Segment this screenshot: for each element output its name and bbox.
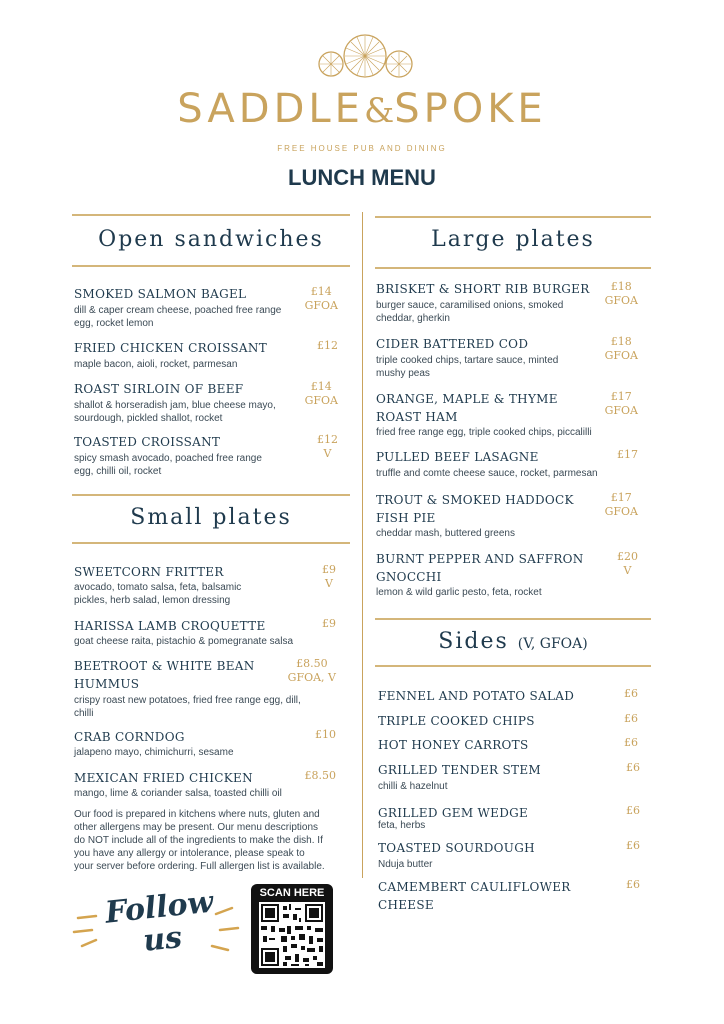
- menu-item: [74, 380, 338, 426]
- item-description: fried free range egg, triple cooked chips, piccalilli: [376, 427, 592, 438]
- qr-label: SCAN HERE: [259, 887, 325, 899]
- side-item: [378, 736, 638, 754]
- item-description: truffle and comte cheese sauce, rocket, parmesan: [376, 468, 598, 479]
- section-rule: [72, 214, 350, 216]
- column-divider: [362, 212, 363, 878]
- item-price: £6: [626, 761, 640, 774]
- menu-item: [74, 563, 336, 609]
- side-item: [378, 878, 640, 916]
- item-name: TOASTED SOURDOUGH: [378, 841, 535, 855]
- side-item: [378, 687, 638, 705]
- item-name: BRISKET & SHORT RIB BURGER: [376, 282, 590, 296]
- item-price: £14 GFOA: [304, 380, 338, 407]
- item-name: ROAST SIRLOIN OF BEEF: [74, 382, 244, 396]
- menu-item: [74, 769, 336, 801]
- item-name: GRILLED TENDER STEM: [378, 763, 541, 777]
- item-description: maple bacon, aioli, rocket, parmesan: [74, 359, 238, 370]
- menu-item: [74, 617, 336, 649]
- menu-title: LUNCH MENU: [288, 165, 436, 190]
- section-rule: [72, 542, 350, 544]
- menu-item: [74, 433, 338, 479]
- item-name: FRIED CHICKEN CROISSANT: [74, 341, 267, 355]
- item-price: £6: [624, 736, 638, 749]
- qr-code-icon[interactable]: [259, 902, 325, 968]
- item-description: chilli & hazelnut: [378, 781, 448, 792]
- item-name: BURNT PEPPER AND SAFFRON GNOCCHI: [376, 552, 584, 584]
- item-description: spicy smash avocado, poached free range egg, chilli oil, rocket: [74, 453, 262, 477]
- brand-ampersand: &: [363, 91, 395, 131]
- item-name: HOT HONEY CARROTS: [378, 738, 529, 752]
- item-name: MEXICAN FRIED CHICKEN: [74, 771, 253, 785]
- item-name: CRAB CORNDOG: [74, 730, 185, 744]
- menu-item: [74, 285, 338, 331]
- item-price: £18 GFOA: [604, 280, 638, 307]
- menu-item: [74, 657, 336, 721]
- menu-item: [74, 339, 338, 373]
- menu-item: [376, 550, 638, 600]
- item-name: TROUT & SMOKED HADDOCK FISH PIE: [376, 493, 574, 525]
- item-name: SWEETCORN FRITTER: [74, 565, 224, 579]
- item-price: £12 V: [317, 433, 338, 460]
- section-rule: [72, 494, 350, 496]
- section-rule: [375, 618, 651, 620]
- brand-name-left: SADDLE: [177, 86, 364, 132]
- item-name: PULLED BEEF LASAGNE: [376, 450, 539, 464]
- item-price: £6: [624, 712, 638, 725]
- menu-item: [376, 390, 638, 440]
- item-price: £14 GFOA: [304, 285, 338, 312]
- item-name: TRIPLE COOKED CHIPS: [378, 714, 535, 728]
- qr-code-card[interactable]: [251, 884, 333, 974]
- menu-item: [376, 448, 638, 482]
- side-item: [378, 839, 640, 873]
- item-name: TOASTED CROISSANT: [74, 435, 221, 449]
- item-description: dill & caper cream cheese, poached free range egg, rocket lemon: [74, 305, 282, 329]
- menu-item: [376, 491, 638, 541]
- item-description: burger sauce, caramilised onions, smoked cheddar, gherkin: [376, 300, 564, 324]
- item-description: crispy roast new potatoes, fried free range egg, dill, chilli: [74, 695, 301, 719]
- item-price: £20 V: [617, 550, 638, 577]
- brand-name: [0, 86, 724, 132]
- item-name: ORANGE, MAPLE & THYME ROAST HAM: [376, 392, 558, 424]
- section-rule: [375, 216, 651, 218]
- item-price: £6: [626, 839, 640, 852]
- item-name: SMOKED SALMON BAGEL: [74, 287, 247, 301]
- item-description: jalapeno mayo, chimichurri, sesame: [74, 747, 234, 758]
- item-description: feta, herbs: [378, 820, 426, 831]
- item-name: BEETROOT & WHITE BEAN HUMMUS: [74, 659, 255, 691]
- item-price: £18 GFOA: [604, 335, 638, 362]
- item-name: GRILLED GEM WEDGE: [378, 806, 529, 820]
- sides-heading: Sides (V, GFOA): [438, 629, 588, 654]
- item-description: cheddar mash, buttered greens: [376, 528, 515, 539]
- item-description: triple cooked chips, tartare sauce, minted mushy peas: [376, 355, 559, 379]
- large-plates-heading: Large plates: [431, 227, 595, 252]
- bicycle-wheels-logo-icon: [316, 32, 416, 82]
- item-price: £6: [626, 804, 640, 817]
- item-price: £9 V: [322, 563, 336, 590]
- open-sandwiches-heading: Open sandwiches: [98, 227, 324, 252]
- follow-us-graphic: [72, 884, 242, 968]
- item-price: £12: [317, 339, 338, 352]
- item-price: £6: [626, 878, 640, 891]
- side-item: [378, 804, 640, 838]
- section-rule: [375, 665, 651, 667]
- item-name: CAMEMBERT CAULIFLOWER CHEESE: [378, 880, 571, 912]
- menu-item: [376, 280, 638, 326]
- item-description: goat cheese raita, pistachio & pomegranate salsa: [74, 636, 294, 647]
- item-name: HARISSA LAMB CROQUETTE: [74, 619, 266, 633]
- small-plates-heading: Small plates: [130, 505, 292, 530]
- item-price: £17 GFOA: [604, 491, 638, 518]
- item-description: avocado, tomato salsa, feta, balsamic pickles, herb salad, lemon dressing: [74, 582, 242, 606]
- follow-us-text: Follow us: [103, 884, 215, 959]
- item-price: £8.50: [304, 769, 336, 782]
- item-price: £17: [617, 448, 638, 461]
- item-description: lemon & wild garlic pesto, feta, rocket: [376, 587, 542, 598]
- item-price: £10: [315, 728, 336, 741]
- item-price: £17 GFOA: [604, 390, 638, 417]
- menu-item: [376, 335, 638, 381]
- item-description: Nduja butter: [378, 859, 433, 870]
- item-price: £6: [624, 687, 638, 700]
- item-price: £9: [322, 617, 336, 630]
- item-description: mango, lime & coriander salsa, toasted chilli oil: [74, 788, 282, 799]
- item-price: £8.50 GFOA, V: [287, 657, 336, 684]
- allergen-notice: Our food is prepared in kitchens where nuts, gluten and other allergens may be present. Our menu descriptions do NOT include all of the ingredients to make the dish. If you have any allergy or intolerance, please speak to your server before ordering. Full allergen list is available.: [74, 809, 325, 872]
- section-rule: [72, 265, 350, 267]
- side-item: [378, 712, 638, 730]
- item-description: shallot & horseradish jam, blue cheese mayo, sourdough, pickled shallot, rocket: [74, 400, 276, 424]
- brand-name-right: SPOKE: [394, 86, 547, 132]
- item-name: CIDER BATTERED COD: [376, 337, 529, 351]
- menu-item: [74, 728, 336, 760]
- section-rule: [375, 267, 651, 269]
- brand-tagline: FREE HOUSE PUB AND DINING: [277, 144, 447, 153]
- item-name: FENNEL AND POTATO SALAD: [378, 689, 575, 703]
- side-item: [378, 761, 640, 795]
